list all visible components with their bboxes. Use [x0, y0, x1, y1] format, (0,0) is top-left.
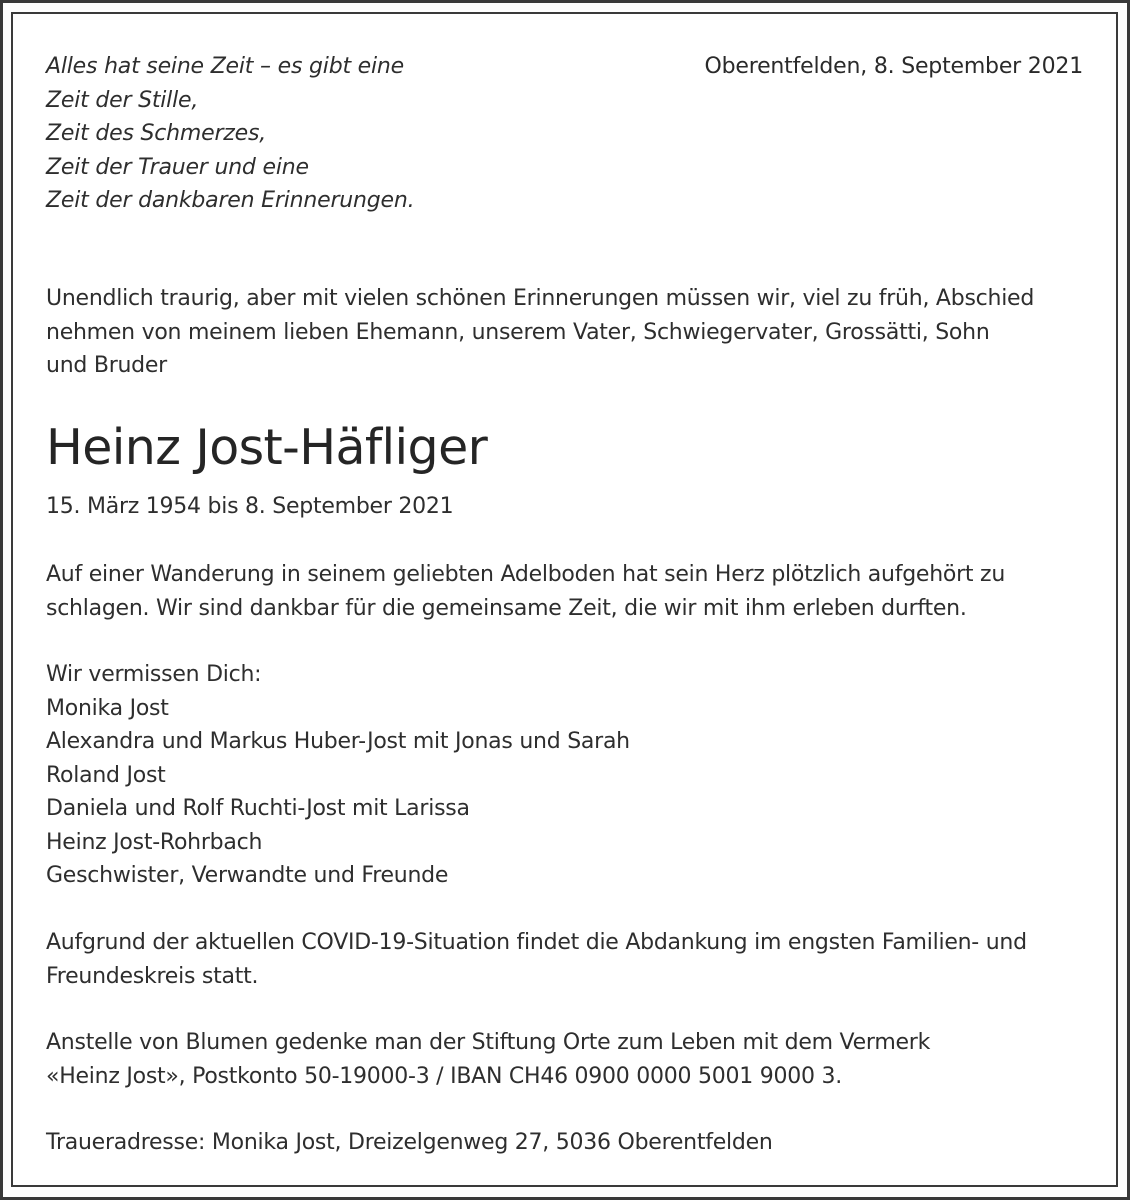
donation-notice — [46, 1026, 1076, 1093]
mourner-name: Alexandra und Markus Huber-Jost mit Jonas und Sarah — [46, 729, 630, 754]
intro-line: und Bruder — [46, 353, 167, 378]
covid-notice — [46, 926, 1076, 993]
poem-verse — [46, 50, 414, 218]
death-paragraph — [46, 558, 1066, 625]
poem-line: Zeit der Trauer und eine — [46, 154, 309, 180]
mourning-address: Traueradresse: Monika Jost, Dreizelgenweg 27, 5036 Oberentfelden — [46, 1130, 773, 1155]
intro-line: nehmen von meinem lieben Ehemann, unserem Vater, Schwiegervater, Grossätti, Sohn — [46, 319, 990, 345]
deceased-name: Heinz Jost-Häfliger — [46, 419, 488, 476]
mourner-name: Heinz Jost-Rohrbach — [46, 829, 263, 855]
poem-line: Zeit des Schmerzes, — [46, 121, 267, 146]
intro-line: Unendlich traurig, aber mit vielen schönen Erinnerungen müssen wir, viel zu früh, Abschied — [46, 286, 1035, 311]
donation-line: «Heinz Jost», Postkonto 50-19000-3 / IBAN CH46 0900 0000 5001 9000 3. — [46, 1063, 842, 1089]
mourner-name: Monika Jost — [46, 695, 169, 721]
covid-line: Aufgrund der aktuellen COVID-19-Situation findet die Abdankung im engsten Familien- und — [46, 930, 1027, 955]
covid-line: Freundeskreis statt. — [46, 963, 259, 989]
intro-paragraph — [46, 282, 1066, 383]
mourner-name: Daniela und Rolf Ruchti-Jost mit Larissa — [46, 796, 470, 821]
poem-line: Zeit der dankbaren Erinnerungen. — [46, 188, 415, 213]
poem-line: Alles hat seine Zeit – es gibt eine — [46, 54, 404, 79]
death-line: Auf einer Wanderung in seinem geliebten Adelboden hat sein Herz plötzlich aufgehört zu — [46, 562, 1006, 587]
poem-line: Zeit der Stille, — [46, 87, 199, 113]
death-line: schlagen. Wir sind dankbar für die gemeinsame Zeit, die wir mit ihm erleben durften. — [46, 595, 967, 621]
mourners-heading: Wir vermissen Dich: — [46, 662, 262, 687]
donation-line: Anstelle von Blumen gedenke man der Stiftung Orte zum Leben mit dem Vermerk — [46, 1030, 931, 1055]
mourners-list — [46, 658, 630, 893]
mourner-name: Roland Jost — [46, 762, 166, 788]
life-dates: 15. März 1954 bis 8. September 2021 — [46, 494, 454, 519]
mourner-name: Geschwister, Verwandte und Freunde — [46, 863, 449, 888]
place-and-date: Oberentfelden, 8. September 2021 — [704, 54, 1083, 79]
